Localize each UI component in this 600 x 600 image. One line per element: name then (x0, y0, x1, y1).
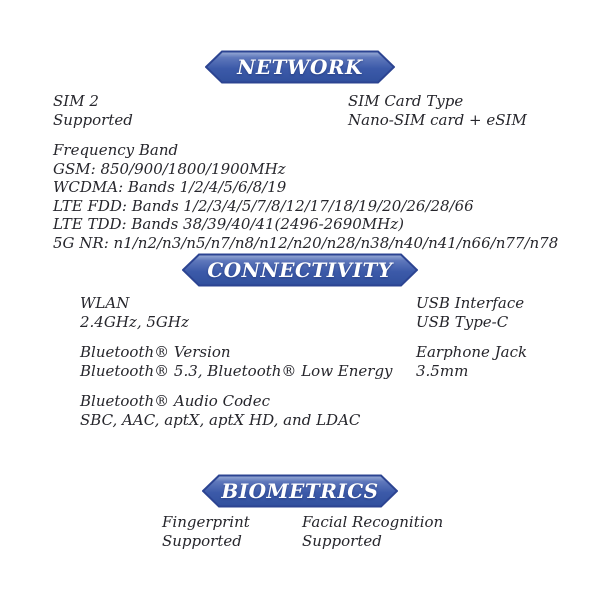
spec-value: GSM: 850/900/1800/1900MHz (53, 159, 286, 178)
spec-label: SIM Card Type (348, 92, 464, 110)
spec-label: WLAN (80, 294, 130, 312)
spec-item-bluetooth-audio-codec (80, 392, 360, 429)
spec-label: Fingerprint (162, 513, 250, 531)
spec-item-fingerprint (162, 513, 250, 550)
spec-item-wlan (80, 294, 189, 331)
spec-value: Supported (162, 531, 242, 550)
section-title: NETWORK (237, 55, 363, 79)
spec-value: SBC, AAC, aptX, aptX HD, and LDAC (80, 410, 361, 429)
spec-value: 2.4GHz, 5GHz (80, 312, 189, 331)
spec-item-sim-card-type (348, 92, 527, 129)
spec-value: LTE TDD: Bands 38/39/40/41(2496-2690MHz) (53, 215, 405, 233)
spec-item-bluetooth-version (80, 343, 393, 380)
spec-value: WCDMA: Bands 1/2/4/5/6/8/19 (53, 178, 287, 196)
spec-item-usb-interface (416, 294, 524, 331)
spec-label: Facial Recognition (302, 513, 444, 531)
spec-label: Earphone Jack (416, 343, 528, 361)
spec-item-earphone-jack (416, 343, 527, 380)
spec-value: Nano-SIM card + eSIM (348, 110, 527, 129)
section-banner-biometrics (202, 474, 398, 508)
spec-value: LTE FDD: Bands 1/2/3/4/5/7/8/12/17/18/19/20/26/28/66 (53, 196, 474, 215)
spec-label: USB Interface (416, 294, 525, 312)
section-banner-connectivity (182, 253, 418, 287)
section-title: CONNECTIVITY (207, 258, 393, 282)
spec-value: USB Type-C (416, 312, 509, 331)
spec-value: 5G NR: n1/n2/n3/n5/n7/n8/n12/n20/n28/n38/n40/n41/n66/n77/n78 (53, 233, 559, 252)
spec-label: Frequency Band (53, 141, 179, 159)
spec-item-sim2 (53, 92, 133, 129)
section-banner-network (205, 50, 395, 84)
spec-item-frequency-band (53, 141, 558, 252)
spec-value: 3.5mm (416, 361, 469, 380)
spec-label: Bluetooth® Version (80, 343, 231, 361)
spec-label: SIM 2 (53, 92, 99, 110)
spec-item-facial-recognition (302, 513, 443, 550)
section-title: BIOMETRICS (221, 479, 379, 503)
spec-label: Bluetooth® Audio Codec (80, 392, 270, 410)
spec-value: Bluetooth® 5.3, Bluetooth® Low Energy (80, 361, 393, 380)
spec-value: Supported (53, 110, 133, 129)
spec-value: Supported (302, 531, 382, 550)
